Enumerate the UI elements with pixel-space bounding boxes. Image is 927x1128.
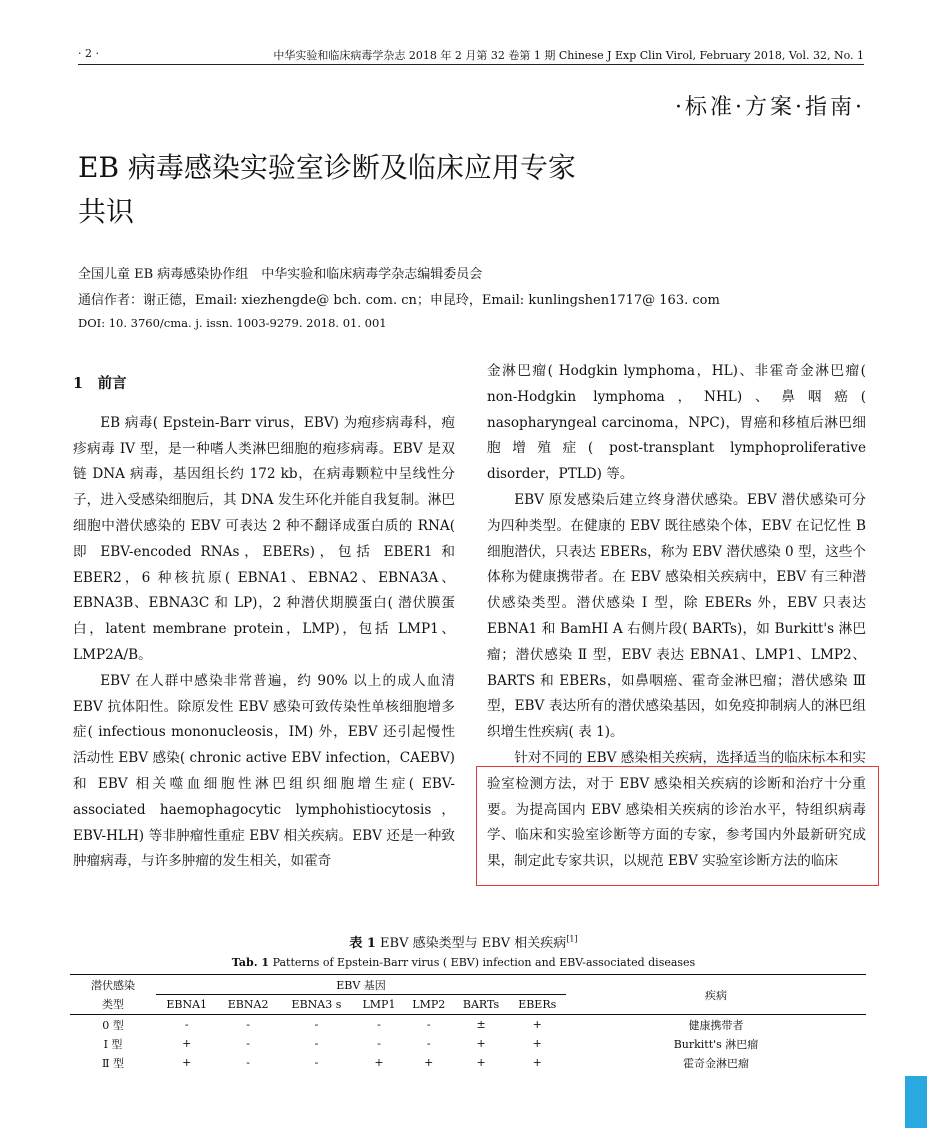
table-cell: + bbox=[532, 1037, 542, 1050]
table-cell: - bbox=[246, 1056, 250, 1069]
disease: Burkitt's 淋巴瘤 bbox=[673, 1037, 759, 1051]
table-caption-cn-text: EBV 感染类型与 EBV 相关疾病 bbox=[380, 936, 567, 951]
table-cell: - bbox=[246, 1018, 250, 1031]
article-title-line-1: EB 病毒感染实验室诊断及临床应用专家 bbox=[78, 151, 576, 184]
latency-type: 0 型 bbox=[102, 1018, 124, 1032]
table-label-cn: 表 1 bbox=[349, 936, 376, 951]
journal-citation: 中华实验和临床病毒学杂志 2018 年 2 月第 32 卷第 1 期 Chinese J Exp Clin Virol, February 2018, Vol. 32, No. 1 bbox=[273, 49, 864, 62]
gene-header: LMP1 bbox=[354, 995, 404, 1015]
scrollbar-thumb[interactable] bbox=[905, 1076, 927, 1128]
table-row bbox=[70, 1034, 866, 1053]
table-cell: - bbox=[426, 1037, 431, 1050]
table-row bbox=[70, 1015, 866, 1035]
ebv-table bbox=[70, 974, 866, 1072]
latency-type: Ⅰ 型 bbox=[103, 1037, 123, 1051]
section-tag: ·标准·方案·指南· bbox=[675, 95, 865, 120]
table-cell: + bbox=[476, 1056, 486, 1069]
gene-header: EBNA1 bbox=[156, 995, 217, 1015]
paragraph: EB 病毒( Epstein-Barr virus，EBV) 为疱疹病毒科，疱疹病毒 IV 型，是一种嗜人类淋巴细胞的疱疹病毒。EBV 是双链 DNA 病毒，基因组长约 172 kb，在病毒颗粒中呈线性分子，进入受感染细胞后，其 DNA 发生环化并能自我复制。淋巴细胞中潜伏感染的 EBV 可表达 2 种不翻译成蛋白质的 RNA( 即 EBV-encoded RNAs，EBERs)，包括 EBER1 和 EBER2，6 种核抗原( EBNA1、EBNA2、EBNA3A、EBNA3B、EBNA3C 和 LP)，2 种潜伏期膜蛋白( 潜伏膜蛋白，latent membrane protein，LMP)，包括 LMP1、LMP2A/B。 bbox=[73, 414, 455, 663]
table-cell: - bbox=[426, 1018, 431, 1031]
gene-header: EBNA2 bbox=[217, 995, 278, 1015]
table-cell: - bbox=[314, 1018, 319, 1031]
table-cell: - bbox=[377, 1018, 381, 1031]
article-title bbox=[78, 146, 778, 234]
article-title-line-2: 共识 bbox=[78, 195, 135, 228]
left-column bbox=[73, 371, 455, 875]
table-cell: - bbox=[184, 1018, 189, 1031]
header-latency-1: 潜伏感染 bbox=[70, 975, 156, 995]
selection-highlight-box bbox=[476, 766, 879, 886]
section-heading: 1 前言 bbox=[73, 375, 127, 392]
table-cell: + bbox=[532, 1018, 542, 1031]
table-cell: + bbox=[182, 1056, 192, 1069]
paragraph: EBV 原发感染后建立终身潜伏感染。EBV 潜伏感染可分为四种类型。在健康的 EBV 既往感染个体，EBV 在记忆性 B 细胞潜伏，只表达 EBERs，称为 EBV 潜伏感染 0 型，这些个体称为健康携带者。在 EBV 感染相关疾病中，EBV 有三种潜伏感染类型。潜伏感染 Ⅰ 型，除 EBERs 外，EBV 只表达 EBNA1 和 BamHI A 右侧片段( BARTs)，如 Burkitt's 淋巴瘤；潜伏感染 Ⅱ 型，EBV 表达 EBNA1、LMP1、LMP2、BARTS 和 EBERs，如鼻咽癌、霍奇金淋巴瘤；潜伏感染 Ⅲ 型，EBV 表达所有的潜伏感染基因，如免疫抑制病人的淋巴组织增生性疾病( 表 1)。 bbox=[487, 491, 866, 741]
gene-header: EBNA3 s bbox=[279, 995, 354, 1015]
gene-header: BARTs bbox=[454, 995, 509, 1015]
table-cell: - bbox=[314, 1037, 319, 1050]
table-cell: - bbox=[314, 1056, 319, 1069]
latency-type: Ⅱ 型 bbox=[102, 1056, 124, 1070]
gene-header: LMP2 bbox=[404, 995, 454, 1015]
disease: 健康携带者 bbox=[688, 1018, 744, 1032]
header-rule bbox=[78, 64, 864, 65]
table-cell: + bbox=[532, 1056, 542, 1069]
gene-header: EBERs bbox=[508, 995, 566, 1015]
paragraph: 金淋巴瘤( Hodgkin lymphoma，HL)、非霍奇金淋巴瘤( non-Hodgkin lymphoma，NHL)、鼻咽癌( nasopharyngeal carcinoma，NPC)，胃癌和移植后淋巴细胞增殖症( post-transplant lymphoproliferative disorder，PTLD) 等。 bbox=[487, 363, 866, 483]
page-number: · 2 · bbox=[78, 47, 99, 60]
table-cell: ± bbox=[476, 1018, 486, 1031]
table-caption-en-text: Patterns of Epstein-Barr virus ( EBV) infection and EBV-associated diseases bbox=[272, 956, 696, 969]
authors: 全国儿童 EB 病毒感染协作组 中华实验和临床病毒学杂志编辑委员会 bbox=[78, 267, 483, 282]
table-cell: - bbox=[246, 1037, 250, 1050]
table-row bbox=[70, 1053, 866, 1072]
table-caption-en bbox=[0, 956, 927, 969]
header-latency-2: 类型 bbox=[70, 995, 156, 1015]
table-cell: - bbox=[377, 1037, 381, 1050]
table-cell: + bbox=[424, 1056, 434, 1069]
table-caption-ref: [1] bbox=[566, 934, 578, 944]
table-cell: + bbox=[476, 1037, 486, 1050]
doi: DOI: 10. 3760/cma. j. issn. 1003-9279. 2018. 01. 001 bbox=[78, 316, 387, 330]
table-cell: + bbox=[374, 1056, 384, 1069]
paragraph: EBV 在人群中感染非常普遍，约 90% 以上的成人血清 EBV 抗体阳性。除原发性 EBV 感染可致传染性单核细胞增多症( infectious mononucleosis，IM) 外，EBV 还引起慢性活动性 EBV 感染( chronic active EBV infection，CAEBV) 和 EBV 相关噬血细胞性淋巴组织细胞增生症( EBV-associated haemophagocytic lymphohistiocytosis，EBV-HLH) 等非肿瘤性重症 EBV 相关疾病。EBV 还是一种致肿瘤病毒，与许多肿瘤的发生相关，如霍奇 bbox=[73, 672, 455, 870]
highlighted-paragraph: 针对不同的 EBV 感染相关疾病，选择适当的临床标本和实验室检测方法，对于 EBV 感染相关疾病的诊断和治疗十分重要。为提高国内 EBV 感染相关疾病的诊治水平，特组织病毒学、临床和实验室诊断等方面的专家，参考国内外最新研究成果，制定此专家共识，以规范 EBV 实验室诊断方法的临床 bbox=[487, 749, 866, 870]
table-caption-cn bbox=[0, 932, 927, 951]
table-header-row bbox=[70, 975, 866, 995]
header-disease: 疾病 bbox=[566, 975, 866, 1015]
header-genes: EBV 基因 bbox=[156, 975, 566, 995]
table-cell: + bbox=[182, 1037, 192, 1050]
correspondence: 通信作者：谢正德，Email: xiezhengde@ bch. com. cn；申昆玲，Email: kunlingshen1717@ 163. com bbox=[78, 293, 720, 308]
table-label-en: Tab. 1 bbox=[231, 956, 270, 969]
disease: 霍奇金淋巴瘤 bbox=[683, 1056, 749, 1070]
